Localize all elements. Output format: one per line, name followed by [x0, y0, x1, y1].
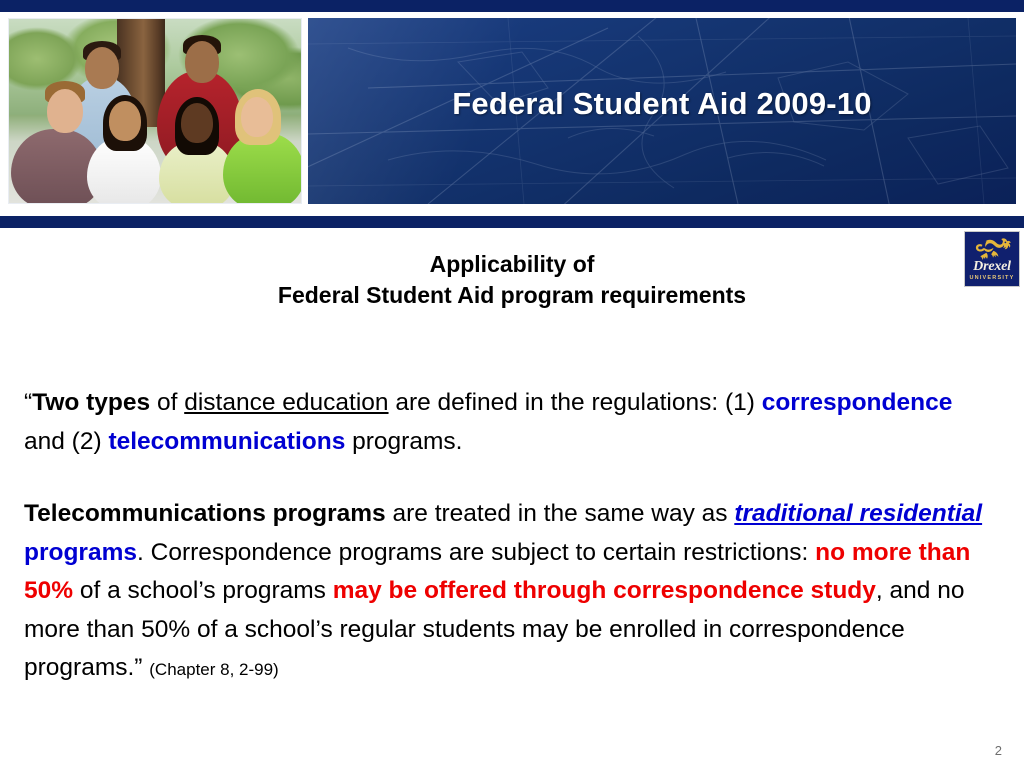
p2-text-2: . Correspondence programs are subject to certain restrictions: [137, 538, 816, 566]
page-title [40, 249, 984, 311]
photo-person-front-1-head [47, 89, 83, 133]
p1-text-3: ) [746, 389, 762, 416]
header-title-banner [308, 18, 1016, 204]
paragraph-one [24, 384, 990, 461]
drexel-subtitle: UNIVERSITY [969, 275, 1015, 281]
p1-blue-telecommunications: telecommunications [108, 427, 346, 455]
paragraph-two [24, 495, 990, 690]
slide-body [24, 384, 990, 690]
top-navy-rule [0, 0, 1024, 12]
open-quote: “ [24, 389, 33, 416]
p2-text-3: of a school’s programs [73, 577, 333, 604]
photo-person-front-2-head [109, 101, 141, 141]
p1-text-2: are defined in the regulations: (1 [388, 389, 747, 416]
photo-person-front-3-head [181, 103, 213, 143]
p2-bold-telecommunications-programs: Telecommunications programs [24, 500, 386, 527]
p2-text-1: are treated in the same way as [385, 500, 735, 527]
p2-red-no-more-than-50: no more than 50% [24, 538, 971, 604]
photo-person-back-left-head [85, 47, 119, 89]
drexel-wordmark: Drexel [973, 259, 1011, 274]
p1-underline-distance-education: distance education [184, 389, 389, 416]
p1-text-4: and (2) [24, 427, 109, 455]
photo-person-front-4-head [241, 97, 273, 137]
p1-text-5: programs. [345, 427, 463, 455]
header-separator-band [0, 216, 1024, 228]
header-student-photo [8, 18, 302, 204]
p1-blue-correspondence: correspondence [761, 389, 953, 416]
page-number: 2 [994, 743, 1002, 758]
p1-text-1: of [150, 389, 185, 416]
p1-bold-two-types: Two types [32, 389, 151, 416]
citation: (Chapter 8, 2-99) [149, 660, 279, 679]
p2-blue-programs: programs [24, 538, 138, 566]
p2-red-may-be-offered: may be offered through correspondence study [332, 577, 876, 604]
photo-person-back-right-head [185, 41, 219, 83]
header-title-text: Federal Student Aid 2009-10 [452, 86, 872, 121]
page-title-line-1: Applicability of [429, 251, 595, 277]
page-title-line-2: Federal Student Aid program requirements [277, 282, 747, 308]
p2-blue-italic-traditional-residential: traditional residential [734, 500, 983, 527]
p2-text-4: , and no more than 50% of a school’s regular students may be enrolled in correspondence programs.” [24, 577, 965, 681]
